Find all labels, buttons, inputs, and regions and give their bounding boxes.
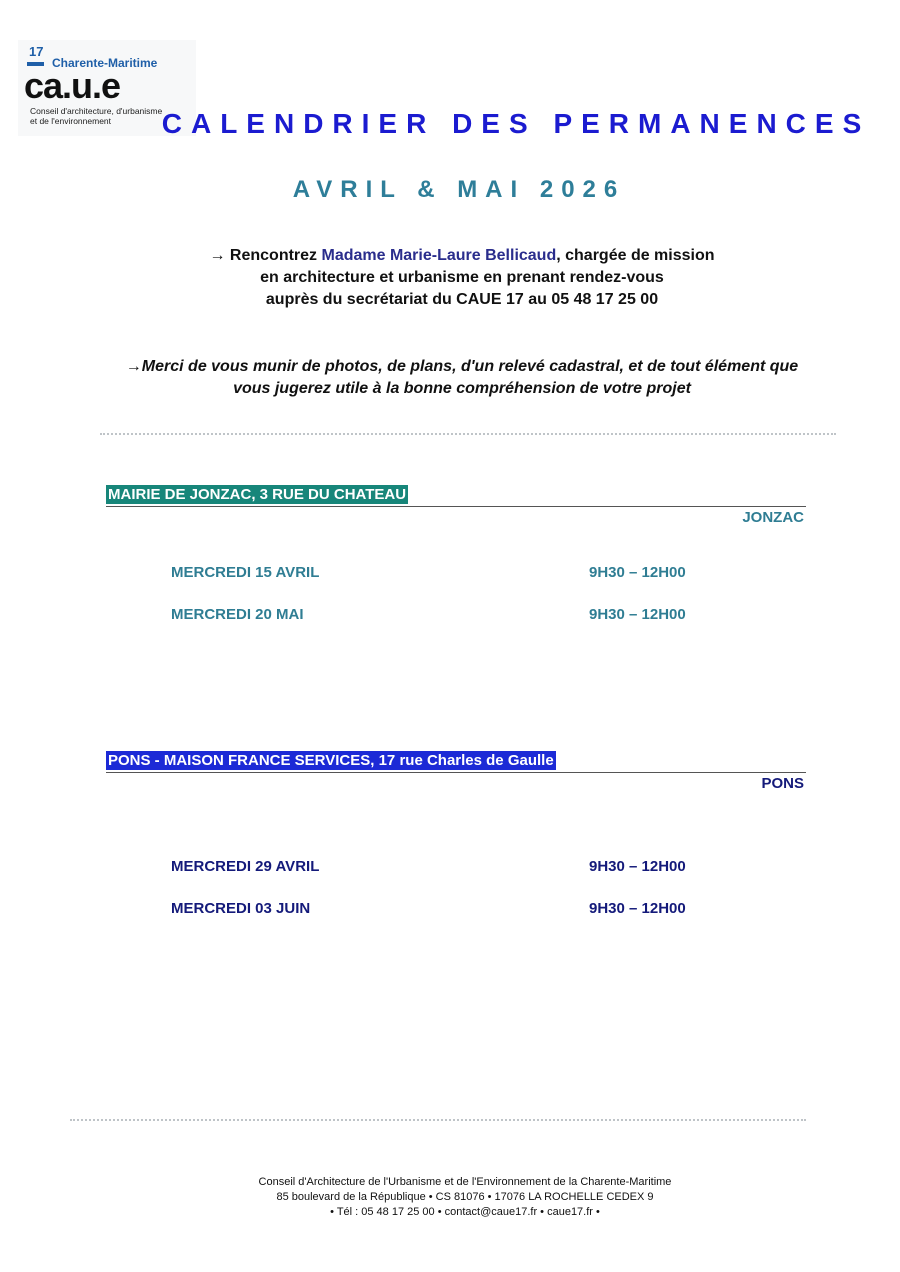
section-underline — [106, 772, 806, 773]
page-subtitle: AVRIL & MAI 2026 — [292, 176, 626, 203]
intro-suffix: , chargée de mission — [556, 247, 715, 264]
section-town: JONZAC — [742, 509, 804, 526]
section-location-label: MAIRIE DE JONZAC, 3 RUE DU CHATEAU — [108, 486, 407, 503]
section-location-label: PONS - MAISON FRANCE SERVICES, 17 rue Charles de Gaulle — [108, 752, 554, 769]
schedule-date: MERCREDI 15 AVRIL — [171, 564, 320, 581]
logo-tagline-line1: Conseil d'architecture, d'urbanisme — [30, 106, 163, 116]
footer — [150, 1175, 780, 1220]
schedule-time: 9H30 – 12H00 — [589, 564, 686, 581]
note-paragraph — [100, 356, 824, 400]
schedule-date: MERCREDI 29 AVRIL — [171, 858, 320, 875]
note-line-2: vous jugerez utile à la bonne compréhension de votre projet — [233, 380, 691, 397]
logo-dept-name: Charente-Maritime — [52, 56, 158, 70]
schedule-time: 9H30 – 12H00 — [589, 606, 686, 623]
intro-line-2: en architecture et urbanisme en prenant rendez-vous — [260, 269, 664, 286]
page-title: CALENDRIER DES PERMANENCES — [161, 108, 871, 139]
section-underline — [106, 506, 806, 507]
schedule-time: 9H30 – 12H00 — [589, 900, 686, 917]
logo-wordmark: ca.u.e — [24, 65, 121, 106]
schedule-time: 9H30 – 12H00 — [589, 858, 686, 875]
schedule-date: MERCREDI 03 JUIN — [171, 900, 311, 917]
logo-tagline-line2: et de l'environnement — [30, 116, 112, 126]
intro-prefix: Rencontrez — [225, 247, 322, 264]
contact-name: Madame Marie-Laure Bellicaud — [321, 247, 557, 264]
intro-line-3: auprès du secrétariat du CAUE 17 au 05 48 17 25 00 — [265, 291, 659, 308]
intro-paragraph — [150, 245, 774, 311]
section-town: PONS — [761, 775, 804, 792]
arrow-right-icon: → — [125, 358, 142, 375]
schedule-date: MERCREDI 20 MAI — [171, 606, 304, 623]
logo-dept-number: 17 — [29, 44, 44, 59]
divider — [70, 1119, 806, 1121]
footer-org-name: Conseil d'Architecture de l'Urbanisme et de l'Environnement de la Charente-Maritime — [258, 1176, 672, 1188]
note-line-1: Merci de vous munir de photos, de plans, d'un relevé cadastral, et de tout élément que — [141, 358, 799, 375]
arrow-right-icon: → — [209, 247, 226, 264]
divider — [100, 433, 836, 435]
footer-address: 85 boulevard de la République • CS 81076 • 17076 LA ROCHELLE CEDEX 9 — [276, 1191, 654, 1203]
footer-contact: • Tél : 05 48 17 25 00 • contact@caue17.fr • caue17.fr • — [330, 1206, 600, 1218]
